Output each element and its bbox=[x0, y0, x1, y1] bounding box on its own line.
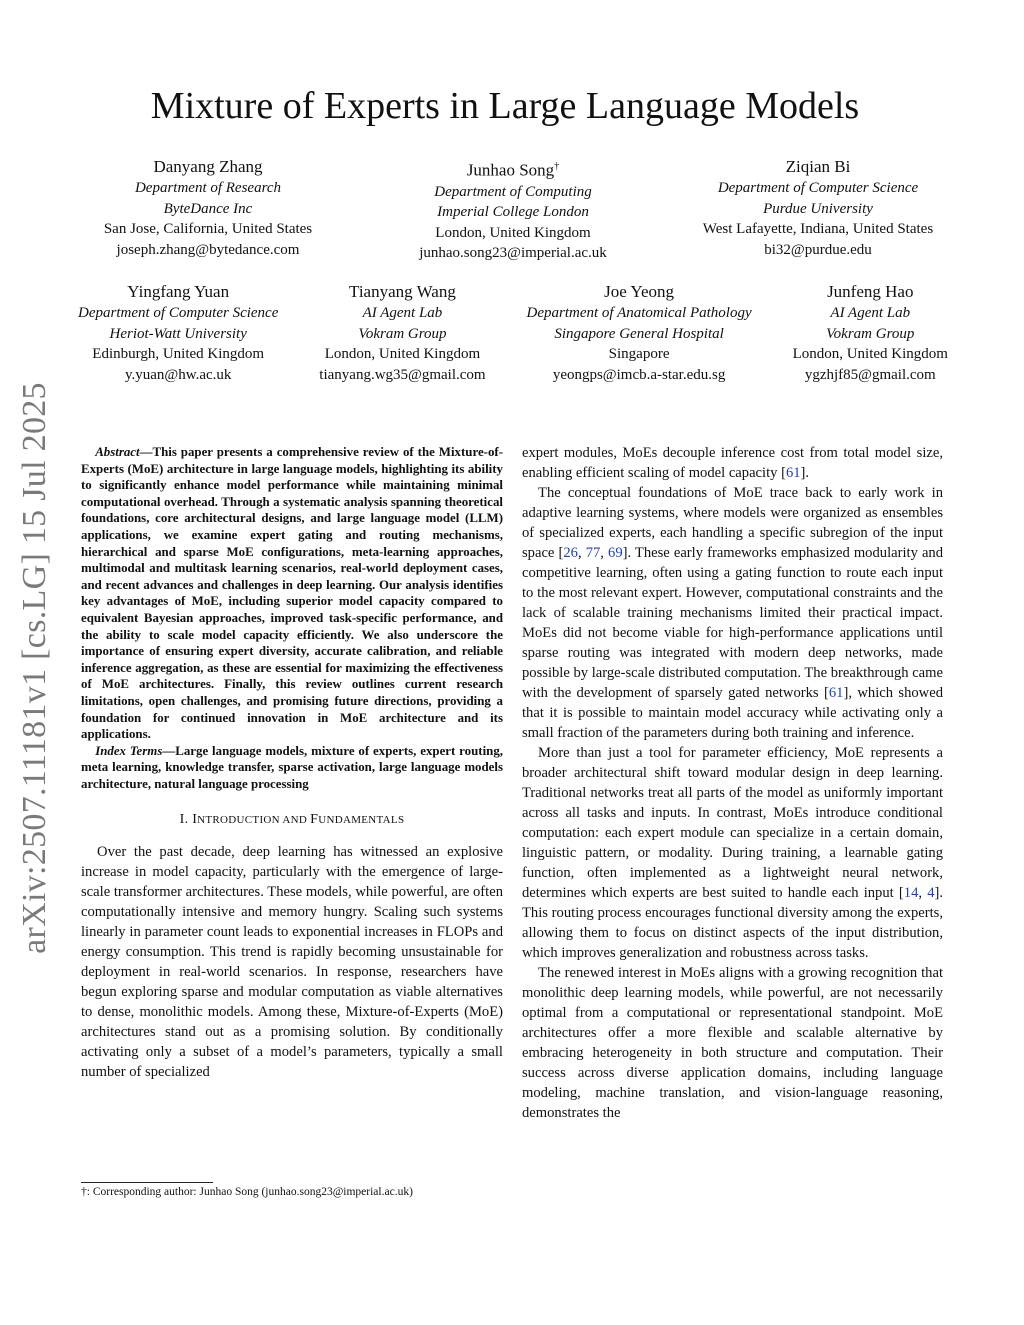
index-terms-text: —Large language models, mixture of experts, expert routing, meta learning, knowledge transfer, sparse activation, large language models architecture, natural language processing bbox=[81, 743, 503, 791]
author-name: Joe Yeong bbox=[604, 282, 675, 301]
author-location: London, United Kingdom bbox=[435, 224, 591, 241]
author-email: tianyang.wg35@gmail.com bbox=[319, 366, 486, 383]
index-terms-label: Index Terms bbox=[95, 743, 163, 758]
author-department: AI Agent Lab bbox=[830, 305, 911, 321]
citation-link[interactable]: 26 bbox=[563, 545, 578, 561]
section-heading: I. INTRODUCTION AND FUNDAMENTALS bbox=[179, 812, 405, 828]
author-name: Yingfang Yuan bbox=[127, 282, 230, 301]
author-block bbox=[319, 281, 485, 385]
author-block bbox=[383, 156, 643, 264]
body-paragraph: More than just a tool for parameter efficiency, MoE represents a broader architectural shift toward modular design in deep learning. Traditional networks treat all parts of the model as uniformly important across all tasks and inputs. In contrast, MoEs introduce conditional computation: each expert module can specialize in a certain domain, linguistic pattern, or modality. During training, a learnable gating function, often implemented as a lightweight neural network, determines which experts are best suited to handle each input [14, 4]. This routing process encourages functional diversity among the experts, allowing them to focus on distinct aspects of the input distribution, which improves generalization and robustness across tasks. bbox=[522, 745, 944, 961]
citation-link[interactable]: 77 bbox=[585, 545, 601, 561]
author-department: Department of Anatomical Pathology bbox=[526, 305, 752, 321]
author-location: San Jose, California, United States bbox=[103, 221, 313, 237]
author-institution: Imperial College London bbox=[437, 204, 589, 221]
citation-link[interactable]: 4 bbox=[927, 885, 935, 901]
footnote: †: Corresponding author: Junhao Song (junhao.song23@imperial.ac.uk) bbox=[81, 1186, 413, 1198]
author-location: Edinburgh, United Kingdom bbox=[92, 346, 265, 362]
author-block bbox=[688, 156, 948, 264]
author-email: junhao.song23@imperial.ac.uk bbox=[419, 245, 607, 262]
corresponding-mark: † bbox=[554, 161, 560, 172]
author-location: Singapore bbox=[608, 346, 670, 362]
body-paragraph: expert modules, MoEs decouple inference cost from total model size, enabling efficient scaling of model capacity [61]. bbox=[522, 445, 943, 481]
author-email: yeongps@imcb.a-star.edu.sg bbox=[552, 366, 726, 383]
author-email: y.yuan@hw.ac.uk bbox=[124, 366, 232, 383]
author-name: Junhao Song† bbox=[466, 160, 560, 180]
author-institution: Vokram Group bbox=[826, 325, 915, 342]
body-paragraph: The conceptual foundations of MoE trace back to early work in adaptive learning systems, where models were organized as ensembles of specialized experts, each handling a specific subregion of the input space [26, 77, 69]. These early frameworks emphasized modularity and competitive learning, often using a gating function to route each input to the most relevant expert. However, computational constraints and the lack of scalable training mechanisms limited their practical impact. MoEs did not become viable for high-performance applications until sparse routing was integrated with modern deep networks, made possible by large-scale distributed computation. The breakthrough came with the development of sparsely gated networks [61], which showed that it is possible to maintain model accuracy while activating only a small fraction of the parameters during both training and inference. bbox=[522, 485, 944, 741]
arxiv-stamp bbox=[10, 378, 60, 958]
left-column bbox=[81, 444, 503, 1082]
right-column bbox=[522, 443, 943, 1123]
paper-title: Mixture of Experts in Large Language Models bbox=[150, 85, 860, 127]
author-name: Ziqian Bi bbox=[785, 157, 851, 176]
author-block bbox=[793, 281, 948, 385]
arxiv-stamp-text: arXiv:2507.11181v1 [cs.LG] 15 Jul 2025 bbox=[16, 382, 53, 954]
author-institution: Singapore General Hospital bbox=[554, 325, 724, 342]
author-block bbox=[78, 156, 338, 264]
abstract bbox=[81, 444, 503, 743]
author-department: AI Agent Lab bbox=[362, 305, 443, 321]
author-department: Department of Research bbox=[134, 180, 282, 196]
citation-link[interactable]: 14 bbox=[903, 885, 919, 901]
footnote-rule bbox=[81, 1182, 213, 1183]
author-department: Department of Computing bbox=[434, 183, 592, 200]
author-block bbox=[78, 281, 278, 385]
author-location: London, United Kingdom bbox=[324, 346, 481, 362]
body-paragraph: The renewed interest in MoEs aligns with a growing recognition that monolithic deep learning models, while powerful, are not necessarily optimal from a computational or representational standpoint. MoE architectures offer a more flexible and scalable alternative by embracing heterogeneity in both structure and computation. Their success across diverse application domains, including language modeling, machine translation, and vision-language reasoning, demonstrates the bbox=[522, 965, 943, 1121]
abstract-text: —This paper presents a comprehensive review of the Mixture-of-Experts (MoE) architecture in large language models, highlighting its ability to significantly enhance model performance while maintaining minimal computational overhead. Through a systematic analysis spanning theoretical foundations, core architectural designs, and large language model (LLM) applications, we examine expert gating and routing mechanisms, hierarchical and sparse MoE configurations, meta-learning approaches, multimodal and multitask learning scenarios, real-world deployment cases, and recent advances and challenges in deep learning. Our analysis identifies key advantages of MoE, including superior model capacity compared to equivalent Bayesian approaches, improved task-specific performance, and the ability to scale model capacity efficiently. We also underscore the importance of ensuring expert diversity, accurate calibration, and reliable inference aggregation, as these are essential for maximizing the effectiveness of MoE architectures. Finally, this review outlines current research limitations, open challenges, and promising future directions, providing a foundation for continued innovation in MoE architecture and its applications. bbox=[81, 445, 503, 742]
citation-link[interactable]: 61 bbox=[785, 465, 801, 481]
author-institution: ByteDance Inc bbox=[163, 200, 253, 217]
citation-link[interactable]: 69 bbox=[608, 545, 623, 561]
intro-paragraph: Over the past decade, deep learning has witnessed an explosive increase in model capacity, particularly with the emergence of large-scale transformer architectures. These models, while powerful, are often computationally intensive and memory hungry. Scaling such systems linearly in parameter count leads to exponential increases in FLOPs and energy consumption. This trend is rapidly becoming unsustainable for deployment in real-world scenarios. In response, researchers have begun exploring sparse and modular computation as viable alternatives to dense, monolithic models. Among these, Mixture-of-Experts (MoE) architectures stand out as a promising solution. By conditionally activating only a subset of a model’s parameters, typically a small number of specialized bbox=[81, 844, 503, 1081]
author-name: Junfeng Hao bbox=[827, 282, 914, 301]
author-name: Tianyang Wang bbox=[349, 282, 456, 301]
author-institution: Purdue University bbox=[763, 200, 873, 217]
author-name: Danyang Zhang bbox=[153, 157, 263, 176]
author-department: Department of Computer Science bbox=[717, 180, 919, 196]
author-email: joseph.zhang@bytedance.com bbox=[116, 241, 300, 258]
authors-row-2 bbox=[78, 281, 948, 385]
citation-link[interactable]: 61 bbox=[828, 685, 844, 701]
abstract-label: Abstract bbox=[95, 445, 140, 459]
author-institution: Vokram Group bbox=[358, 325, 447, 342]
author-institution: Heriot-Watt University bbox=[109, 325, 247, 342]
author-email: ygzhjf85@gmail.com bbox=[804, 366, 936, 383]
authors-row-1 bbox=[78, 156, 948, 264]
author-location: West Lafayette, Indiana, United States bbox=[702, 221, 934, 237]
index-terms bbox=[81, 743, 503, 793]
author-email: bi32@purdue.edu bbox=[764, 241, 872, 258]
author-department: Department of Computer Science bbox=[78, 305, 279, 321]
author-location: London, United Kingdom bbox=[792, 346, 948, 362]
author-block bbox=[527, 281, 752, 385]
